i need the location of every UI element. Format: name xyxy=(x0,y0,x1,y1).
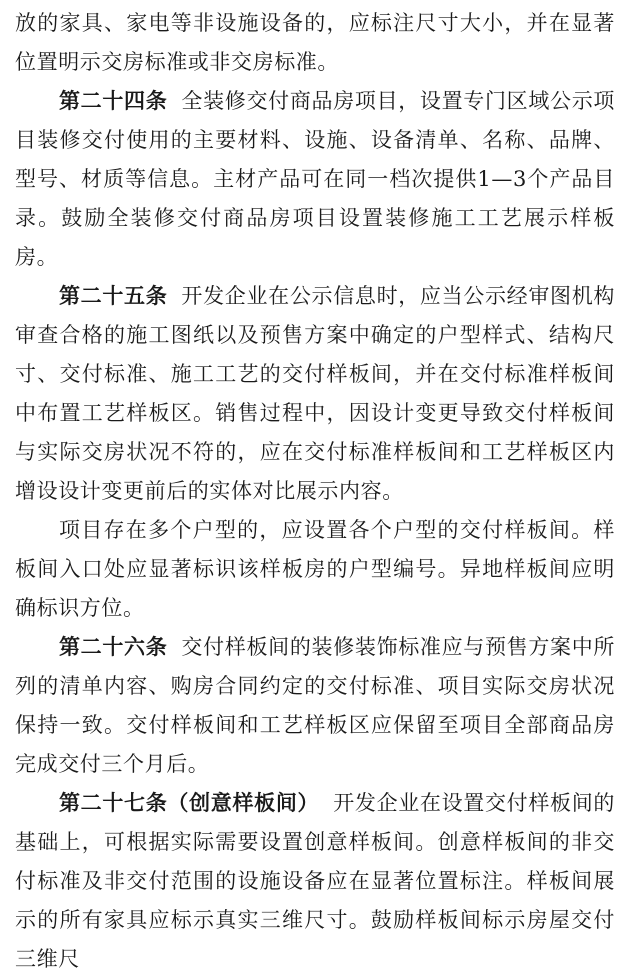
article-27-text: 开发企业在设置交付样板间的基础上，可根据实际需要设置创意样板间。创意样板间的非交付标准及非交付范围的设施设备应在显著位置标注。样板间展示的所有家具应标示真实三维尺寸。鼓励样板间标示房屋交付三维尺 xyxy=(15,791,615,971)
paragraph-continued-from-previous xyxy=(15,4,615,82)
article-27-heading: 第二十七条（创意样板间） xyxy=(59,791,320,815)
article-24-heading: 第二十四条 xyxy=(59,89,168,113)
article-26-paragraph xyxy=(15,628,615,784)
article-27-paragraph xyxy=(15,784,615,979)
article-25-second-paragraph xyxy=(15,511,615,628)
paragraph-text: 项目存在多个户型的，应设置各个户型的交付样板间。样板间入口处应显著标识该样板房的户型编号。异地样板间应明确标识方位。 xyxy=(15,518,615,620)
article-25-heading: 第二十五条 xyxy=(59,284,168,308)
article-25-paragraph xyxy=(15,277,615,511)
article-24-paragraph xyxy=(15,82,615,277)
article-24-text: 全装修交付商品房项目，设置专门区域公示项目装修交付使用的主要材料、设施、设备清单、名称、品牌、型号、材质等信息。主材产品可在同一档次提供1—3个产品目录。鼓励全装修交付商品房项目设置装修施工工艺展示样板房。 xyxy=(15,89,616,269)
article-25-text: 开发企业在公示信息时，应当公示经审图机构审查合格的施工图纸以及预售方案中确定的户型样式、结构尺寸、交付标准、施工工艺的交付样板间，并在交付标准样板间中布置工艺样板区。销售过程中，因设计变更导致交付样板间与实际交房状况不符的，应在交付标准样板间和工艺样板区内增设设计变更前后的实体对比展示内容。 xyxy=(15,284,616,503)
article-26-text: 交付样板间的装修装饰标准应与预售方案中所列的清单内容、购房合同约定的交付标准、项目实际交房状况保持一致。交付样板间和工艺样板区应保留至项目全部商品房完成交付三个月后。 xyxy=(15,635,616,776)
paragraph-text: 放的家具、家电等非设施设备的，应标注尺寸大小，并在显著位置明示交房标准或非交房标准。 xyxy=(15,11,615,74)
article-26-heading: 第二十六条 xyxy=(59,635,168,659)
